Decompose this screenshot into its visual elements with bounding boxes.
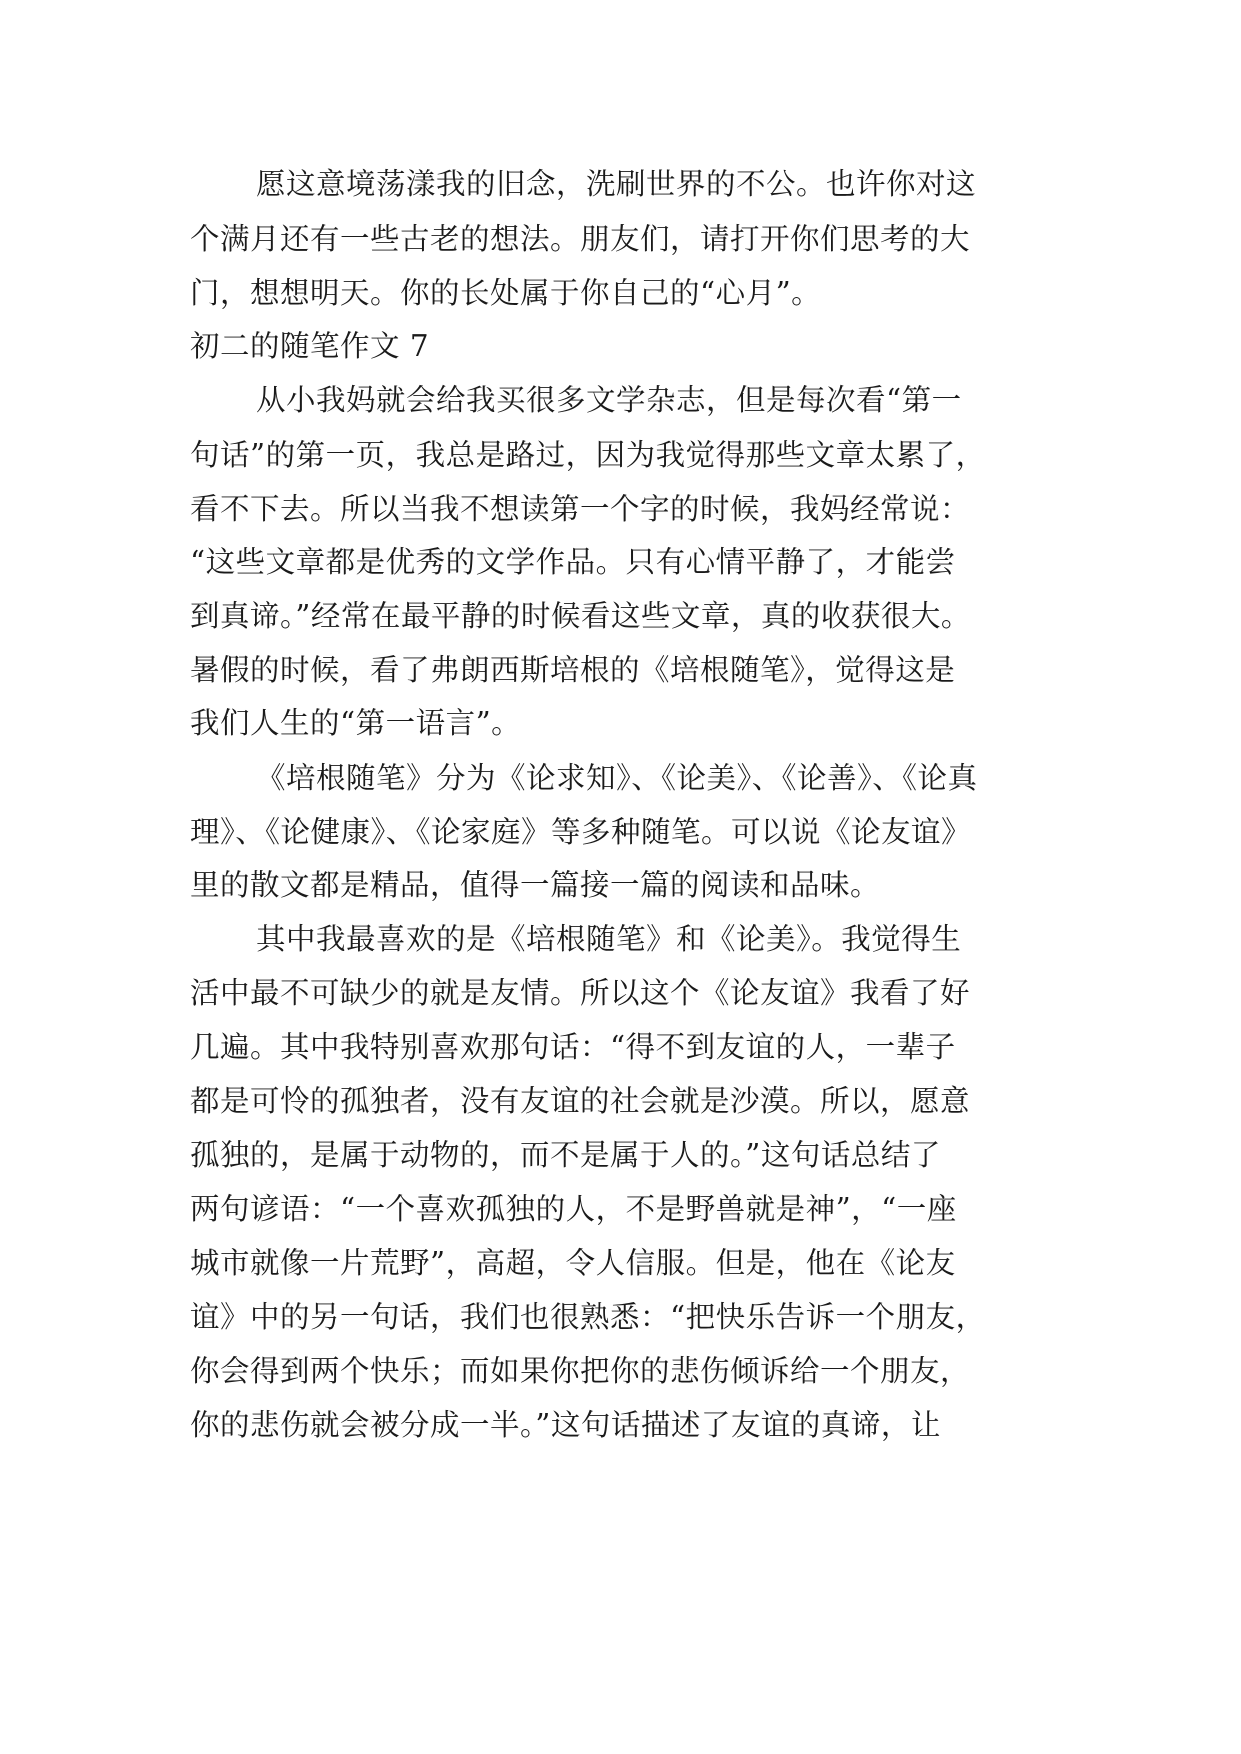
text-line: 城市就像一片荒野”，高超，令人信服。但是，他在《论友	[190, 1246, 956, 1280]
text-line: 你会得到两个快乐；而如果你把你的悲伤倾诉给一个朋友，	[190, 1354, 971, 1388]
text-line: 句话”的第一页，我总是路过，因为我觉得那些文章太累了，	[190, 438, 986, 472]
text-line: 你的悲伤就会被分成一半。”这句话描述了友谊的真谛，让	[190, 1408, 941, 1442]
text-line: 看不下去。所以当我不想读第一个字的时候，我妈经常说：	[190, 492, 971, 526]
section-heading: 初二的随笔作文 7	[190, 329, 430, 363]
text-line: 《培根随笔》分为《论求知》、《论美》、《论善》、《论真	[256, 761, 978, 795]
text-line: 活中最不可缺少的就是友情。所以这个《论友谊》我看了好	[190, 976, 971, 1010]
text-line: 几遍。其中我特别喜欢那句话：“得不到友谊的人，一辈子	[190, 1030, 956, 1064]
text-line: 其中我最喜欢的是《培根随笔》和《论美》。我觉得生	[256, 922, 962, 956]
text-line: 里的散文都是精品，值得一篇接一篇的阅读和品味。	[190, 868, 881, 902]
text-line: 我们人生的“第一语言”。	[190, 706, 522, 740]
text-line: 到真谛。”经常在最平静的时候看这些文章，真的收获很大。	[190, 599, 971, 633]
text-line: 从小我妈就会给我买很多文学杂志，但是每次看“第一	[256, 383, 962, 417]
text-line: 谊》中的另一句话，我们也很熟悉：“把快乐告诉一个朋友，	[190, 1300, 986, 1334]
text-line: 个满月还有一些古老的想法。朋友们，请打开你们思考的大	[190, 222, 971, 256]
text-line: 都是可怜的孤独者，没有友谊的社会就是沙漠。所以，愿意	[190, 1084, 971, 1118]
text-line: “这些文章都是优秀的文学作品。只有心情平静了，才能尝	[190, 545, 956, 579]
text-line: 两句谚语：“一个喜欢孤独的人，不是野兽就是神”，“一座	[190, 1192, 957, 1226]
text-line: 理》、《论健康》、《论家庭》等多种随笔。可以说《论友谊》	[190, 815, 972, 849]
text-line: 暑假的时候，看了弗朗西斯培根的《培根随笔》，觉得这是	[190, 653, 956, 687]
text-line: 门，想想明天。你的长处属于你自己的“心月”。	[190, 276, 822, 310]
text-line: 愿这意境荡漾我的旧念，洗刷世界的不公。也许你对这	[256, 167, 977, 201]
text-line: 孤独的，是属于动物的，而不是属于人的。”这句话总结了	[190, 1138, 941, 1172]
